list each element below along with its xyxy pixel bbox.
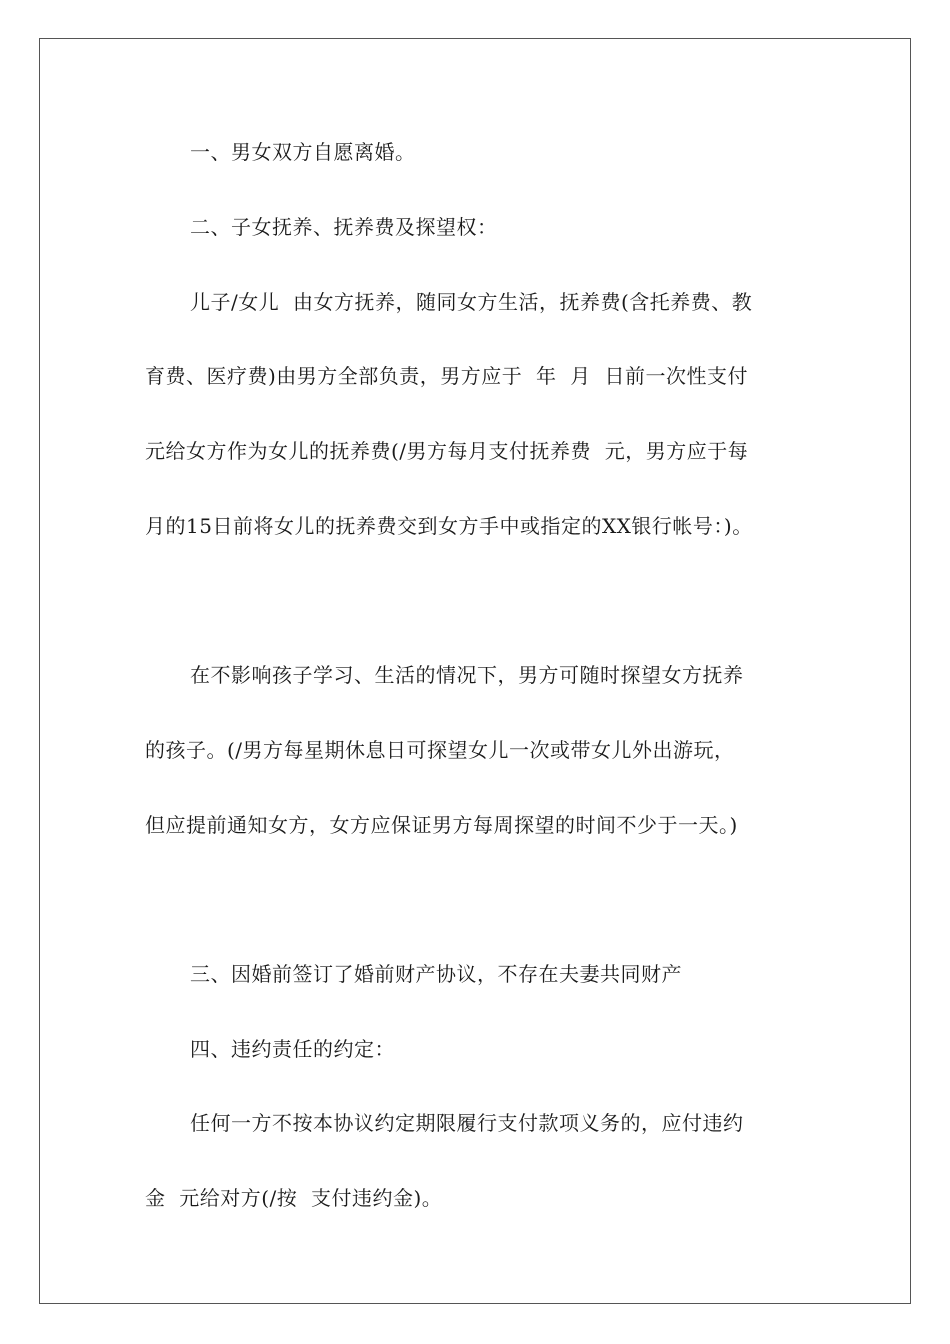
- penalty-paragraph-line-1: 任何一方不按本协议约定期限履行支付款项义务的，应付违约: [190, 1111, 744, 1135]
- clause-4-heading: 四、违约责任的约定：: [190, 1037, 395, 1061]
- penalty-paragraph-line-2: 金 元给对方(/按 支付违约金)。: [145, 1186, 443, 1210]
- visitation-paragraph-line-1: 在不影响孩子学习、生活的情况下，男方可随时探望女方抚养: [190, 663, 744, 687]
- visitation-paragraph-line-2: 的孩子。(/男方每星期休息日可探望女儿一次或带女儿外出游玩，: [145, 738, 735, 762]
- custody-paragraph-line-1: 儿子/女儿 由女方抚养，随同女方生活，抚养费(含托养费、教: [190, 290, 753, 314]
- custody-paragraph-line-4: 月的15日前将女儿的抚养费交到女方手中或指定的XX银行帐号：)。: [145, 514, 753, 538]
- clause-2-heading: 二、子女抚养、抚养费及探望权：: [190, 215, 498, 239]
- clause-1-heading: 一、男女双方自愿离婚。: [190, 140, 416, 164]
- custody-paragraph-line-3: 元给女方作为女儿的抚养费(/男方每月支付抚养费 元，男方应于每: [145, 439, 749, 463]
- visitation-paragraph-line-3: 但应提前通知女方，女方应保证男方每周探望的时间不少于一天。): [145, 813, 738, 837]
- custody-paragraph-line-2: 育费、医疗费)由男方全部负责，男方应于 年 月 日前一次性支付: [145, 364, 748, 388]
- clause-3-heading: 三、因婚前签订了婚前财产协议，不存在夫妻共同财产: [190, 962, 682, 986]
